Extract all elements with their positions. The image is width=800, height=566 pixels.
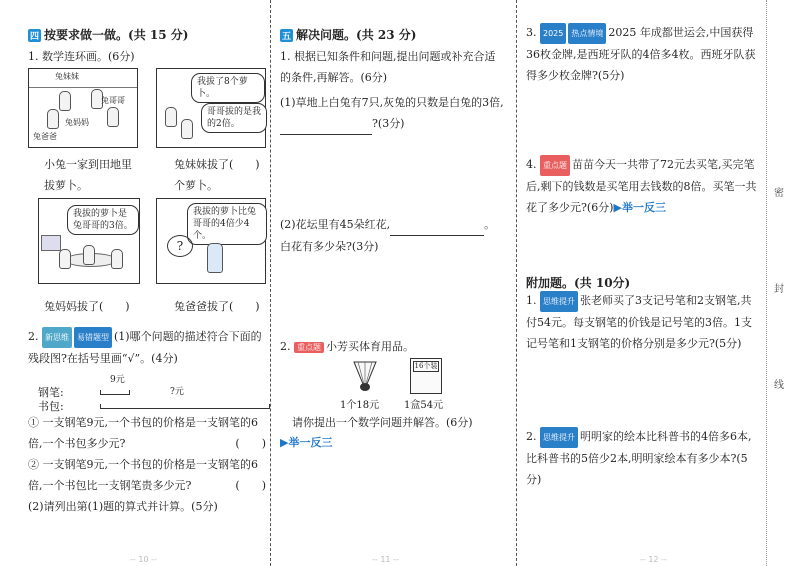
- column-divider: [516, 0, 517, 566]
- caption-2: 兔妹妹拔了( ) 个萝卜。: [174, 158, 260, 192]
- page-number: -- 12 --: [640, 555, 667, 564]
- seg-bag-label: 书包:: [38, 400, 64, 413]
- label-dad: 兔爸爸: [33, 132, 57, 141]
- extra-q1-text: 1. 思维提升 张老师买了3支记号笔和2支钢笔,共付54元。每支钢笔的价钱是记号笔的3倍。1支记号笔和1支钢笔的价格分别是多少元?(5分): [526, 290, 758, 354]
- bunny-figure: [107, 107, 119, 127]
- q2-heading: 2. 重点题 小芳买体育用品。: [280, 340, 414, 353]
- label-brother: 兔哥哥: [101, 96, 125, 105]
- answer-blank[interactable]: [280, 113, 372, 135]
- speech-bubble: 我拔的萝卜是兔哥哥的3倍。: [67, 205, 139, 235]
- q3-text: 3. 2025 热点情境 2025 年成都世运会,中国获得36枚金牌,是西班牙队的4倍多4枚。西班牙队获得多少枚金牌?(5分): [526, 22, 758, 86]
- bunny-figure: [165, 107, 177, 127]
- q4-text: 4. 重点题 苗苗今天一共带了72元去买笔,买完笔后,剩下的钱数是买笔用去钱数的8倍。买笔一共花了多少元?(6分)▶举一反三: [526, 154, 758, 218]
- section-four-heading: [28, 26, 188, 43]
- bunny-figure: [47, 109, 59, 129]
- thought-bubble: ?: [167, 235, 193, 257]
- seg-pen-value: 9元: [110, 375, 125, 385]
- bunny-figure: [207, 243, 223, 273]
- section-five-heading: [280, 26, 416, 43]
- seg-bag-value: ?元: [170, 387, 184, 397]
- bunny-figure: [181, 119, 193, 139]
- tag-thinking-boost: 思维提升: [540, 427, 578, 448]
- comic-panel-1: [28, 68, 138, 148]
- q1-heading: 1. 数学连环画。(6分): [28, 50, 135, 63]
- speech-bubble: 哥哥拔的是我的2倍。: [201, 103, 267, 133]
- practice-link[interactable]: ▶举一反三: [613, 201, 666, 214]
- q1-part2: (2)花坛里有45朵红花, 。白花有多少朵?(3分): [280, 214, 506, 257]
- extra-q2-text: 2. 思维提升 明明家的绘本比科普书的4倍多6本,比科普书的5倍少2本,明明家绘本有多少本?(5分): [526, 426, 758, 490]
- binding-margin: [766, 0, 767, 566]
- tag-thinking-boost: 思维提升: [540, 291, 578, 312]
- shuttlecock-price: 1个18元: [340, 400, 380, 411]
- margin-char-feng: 封: [774, 284, 784, 295]
- label-mom: 兔妈妈: [65, 118, 89, 127]
- comic-panel-3: [38, 198, 140, 284]
- bunny-figure: [83, 245, 95, 265]
- section-title: 解决问题。(共 23 分): [296, 28, 417, 42]
- bunny-figure: [111, 249, 123, 269]
- section-number: 四: [28, 29, 41, 42]
- practice-link[interactable]: ▶举一反三: [280, 436, 333, 449]
- shuttlecock-box-icon: 16个装: [410, 358, 442, 394]
- column-divider: [270, 0, 271, 566]
- box-price: 1盒54元: [404, 400, 444, 411]
- tag-new-thinking: 新思维: [42, 327, 72, 348]
- tag-hot-topic: 热点情境: [568, 23, 606, 44]
- extra-section-title: 附加题。(共 10分): [526, 276, 631, 290]
- bunny-figure: [59, 249, 71, 269]
- speech-bubble: 我拔的萝卜比兔哥哥的4倍少4个。: [187, 203, 267, 245]
- q1-text: 1. 根据已知条件和问题,提出问题或补充合适的条件,再解答。(6分): [280, 50, 496, 84]
- page-number: -- 11 --: [372, 555, 399, 564]
- option-2: ② 一支钢笔9元,一个书包的价格是一支钢笔的6倍,一个书包比一支钢笔贵多少元? ( ): [28, 458, 266, 492]
- column-3: [526, 8, 760, 558]
- caption-3: 兔妈妈拔了( ): [44, 300, 130, 313]
- segment-diagram: [38, 372, 268, 412]
- tag-key-question: 重点题: [540, 155, 570, 176]
- option-1: ① 一支钢笔9元,一个书包的价格是一支钢笔的6倍,一个书包多少元? ( ): [28, 416, 266, 450]
- seg-bag-bar: [100, 404, 270, 409]
- answer-blank[interactable]: [390, 214, 484, 236]
- seg-pen-bar: [100, 390, 130, 395]
- q2-ask: 请你提出一个数学问题并解答。(6分): [292, 416, 473, 429]
- tag-error-prone: 易错题型: [74, 327, 112, 348]
- page-number: -- 10 --: [130, 555, 157, 564]
- column-1: [28, 8, 268, 558]
- shuttlecock-icon: [350, 360, 380, 392]
- margin-char-xian: 线: [774, 380, 784, 391]
- label-sister: 兔妹妹: [55, 72, 79, 81]
- tag-year: 2025: [540, 23, 566, 44]
- comic-panel-4: [156, 198, 266, 284]
- seg-pen-label: 钢笔:: [38, 386, 64, 399]
- q2-part2: (2)请列出第(1)题的算式并计算。(5分): [28, 500, 218, 513]
- caption-4: 兔爸爸拔了( ): [174, 300, 260, 313]
- column-2: [280, 8, 510, 558]
- speech-bubble: 我拔了8个萝卜。: [191, 73, 265, 103]
- q1-part1: (1)草地上白兔有7只,灰兔的只数是白兔的3倍, ?(3分): [280, 92, 506, 135]
- section-title: 按要求做一做。(共 15 分): [44, 28, 189, 42]
- bunny-figure: [59, 91, 71, 111]
- section-number: 五: [280, 29, 293, 42]
- comic-panel-2: [156, 68, 266, 148]
- q2-heading: 2. 新思维 易错题型 (1)哪个问题的描述符合下面的残段图?在括号里画“√”。(4分): [28, 326, 264, 369]
- tag-key-question: 重点题: [294, 342, 324, 353]
- caption-1: 小兔一家到田地里拔萝卜。: [44, 158, 132, 192]
- margin-char-mi: 密: [774, 188, 784, 199]
